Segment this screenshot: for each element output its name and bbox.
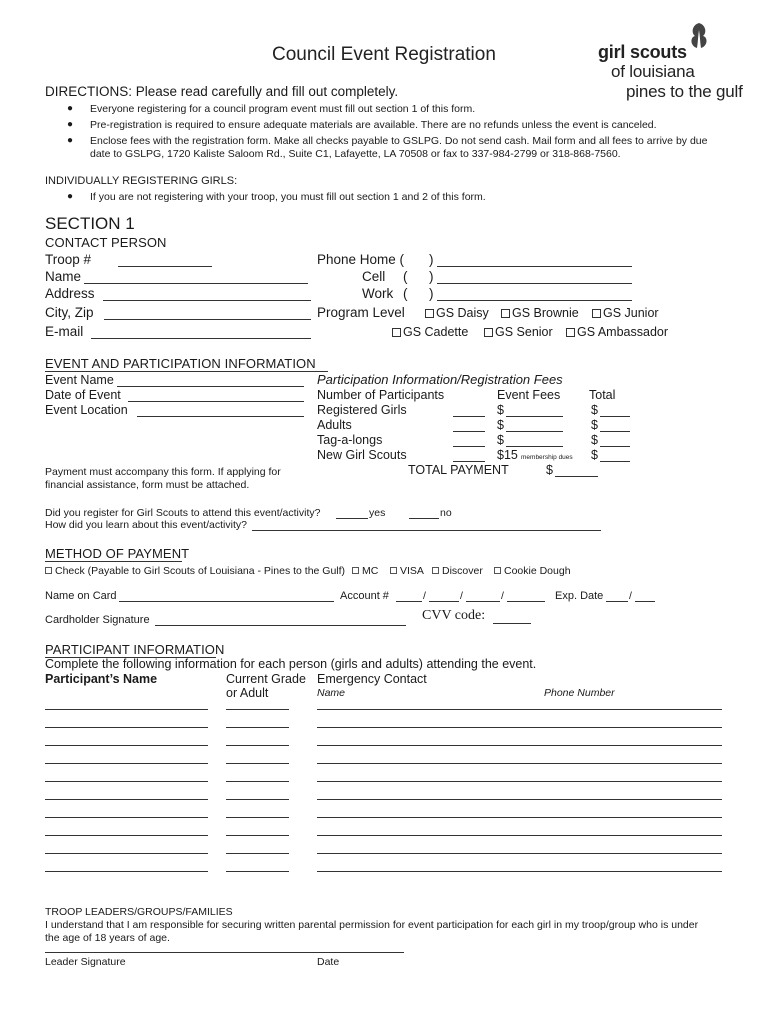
row-registered-girls: Registered Girls [317,403,407,417]
payment-heading-underline [45,561,182,562]
checkbox-icon[interactable] [484,328,493,337]
dollar-sign: $ [546,463,553,477]
dollar-sign: $ [497,433,504,447]
email-field[interactable] [91,338,311,339]
individual-heading: INDIVIDUALLY REGISTERING GIRLS: [45,175,238,187]
logo-line-2: of louisiana [611,62,695,81]
address-label: Address [45,286,95,301]
participant-name-field[interactable] [45,781,208,782]
event-name-field[interactable] [117,386,304,387]
col-grade-2: or Adult [226,686,269,700]
emergency-contact-field[interactable] [317,799,722,800]
logo-line-3: pines to the gulf [626,82,743,101]
emergency-contact-field[interactable] [317,781,722,782]
row-adults: Adults [317,418,352,432]
name-label: Name [45,269,82,284]
email-label: E-mail [45,324,84,339]
pay-mc[interactable]: MC [352,565,378,577]
row-tagalongs: Tag-a-longs [317,433,383,447]
no-field[interactable] [409,518,439,519]
participant-instructions: Complete the following information for each person (girls and adults) attending the event. [45,657,537,671]
work-paren-open: ( [403,286,408,301]
checkbox-icon[interactable] [45,567,52,574]
dollar-sign: $ [591,433,598,447]
event-name-label: Event Name [45,373,114,387]
checkbox-icon[interactable] [432,567,439,574]
checkbox-icon[interactable] [566,328,575,337]
participant-name-field[interactable] [45,817,208,818]
account-field-3[interactable] [466,601,500,602]
bullet-icon: ● [67,103,74,114]
membership-dues-note: membership dues [521,454,573,461]
payment-note-1: Payment must accompany this form. If applying for [45,466,281,478]
event-date-field[interactable] [128,401,304,402]
pay-discover[interactable]: Discover [432,565,483,577]
participant-grade-field[interactable] [226,763,289,764]
slash: / [629,590,632,602]
address-field[interactable] [103,300,311,301]
participant-name-field[interactable] [45,799,208,800]
adults-count-field[interactable] [453,431,485,432]
participant-name-field[interactable] [45,835,208,836]
troop-label: Troop # [45,252,92,267]
directions-bullet-3: Enclose fees with the registration form. Make all checks payable to GSLPG. Do not send cash. Mail form and all fees to arrive by due [90,135,708,147]
level-junior[interactable]: GS Junior [592,306,659,320]
level-senior[interactable]: GS Senior [484,325,553,339]
account-field-4[interactable] [507,601,545,602]
account-field-2[interactable] [429,601,459,602]
col-grade-1: Current Grade [226,672,306,686]
leader-signature-label: Leader Signature [45,956,126,968]
col-ec-name: Name [317,687,346,699]
event-heading: EVENT AND PARTICIPATION INFORMATION [45,356,316,371]
leaders-statement-1: I understand that I am responsible for securing written parental permission for event participation for each girl in my troop/group who is under [45,919,699,931]
girls-fee-field[interactable] [506,416,563,417]
directions-heading: DIRECTIONS: Please read carefully and fill out completely. [45,84,399,99]
checkbox-icon[interactable] [494,567,501,574]
phone-home-field[interactable] [437,266,632,267]
participant-grade-field[interactable] [226,745,289,746]
did-register-question: Did you register for Girl Scouts to attend this event/activity? [45,507,321,519]
new-gs-fee: $15 [497,448,518,462]
date-label: Date [317,956,340,968]
leaders-statement-2: the age of 18 years of age. [45,932,170,944]
emergency-contact-field[interactable] [317,745,722,746]
level-ambassador[interactable]: GS Ambassador [566,325,668,339]
total-payment-field[interactable] [555,476,598,477]
cardholder-signature-field[interactable] [155,625,406,626]
col-fees: Event Fees [497,388,561,402]
participant-grade-field[interactable] [226,853,289,854]
participant-grade-field[interactable] [226,727,289,728]
event-location-field[interactable] [137,416,304,417]
individual-bullet: If you are not registering with your troop, you must fill out section 1 and 2 of this form. [90,191,486,203]
exp-month-field[interactable] [606,601,628,602]
name-field[interactable] [84,283,308,284]
participant-grade-field[interactable] [226,835,289,836]
payment-note-2: financial assistance, form must be attached. [45,479,250,491]
level-brownie[interactable]: GS Brownie [501,306,579,320]
participant-name-field[interactable] [45,709,208,710]
participant-name-field[interactable] [45,745,208,746]
dollar-sign: $ [591,403,598,417]
checkbox-icon[interactable] [592,309,601,318]
directions-bullet-3-cont: date to GSLPG, 1720 Kaliste Saloom Rd., Suite C1, Lafayette, LA 70508 or fax to 337-984-2799 or 318-868-7560. [90,148,621,160]
col-emergency: Emergency Contact [317,672,427,686]
emergency-contact-field[interactable] [317,709,722,710]
emergency-contact-field[interactable] [317,727,722,728]
exp-year-field[interactable] [635,601,655,602]
payment-heading: METHOD OF PAYMENT [45,546,190,561]
logo-line-1: girl scouts [598,42,687,62]
yes-field[interactable] [336,518,368,519]
participant-grade-field[interactable] [226,871,289,872]
participant-heading: PARTICIPANT INFORMATION [45,642,225,657]
pay-check[interactable]: Check (Payable to Girl Scouts of Louisiana - Pines to the Gulf) [45,565,345,577]
how-learn-question: How did you learn about this event/activity? [45,519,247,531]
directions-bullet-2: Pre-registration is required to ensure adequate materials are available. There are no refunds unless the event is canceled. [90,119,657,131]
col-total: Total [589,388,616,402]
participant-name-field[interactable] [45,871,208,872]
dollar-sign: $ [591,448,598,462]
checkbox-icon[interactable] [501,309,510,318]
city-zip-label: City, Zip [45,305,94,320]
slash: / [501,590,504,602]
checkbox-icon[interactable] [392,328,401,337]
exp-date-label: Exp. Date [555,590,604,602]
participant-name-field[interactable] [45,763,208,764]
cvv-field[interactable] [493,623,531,624]
section-1-title: SECTION 1 [45,214,135,233]
name-on-card-field[interactable] [119,601,334,602]
city-zip-field[interactable] [104,319,311,320]
cardholder-signature-label: Cardholder Signature [45,614,150,626]
row-new-girl-scouts: New Girl Scouts [317,448,407,462]
tagalongs-count-field[interactable] [453,446,485,447]
adults-fee-field[interactable] [506,431,563,432]
participant-grade-field[interactable] [226,709,289,710]
pay-cookie-dough[interactable]: Cookie Dough [494,565,571,577]
newgs-count-field[interactable] [453,461,485,462]
pay-visa[interactable]: VISA [390,565,424,577]
dollar-sign: $ [497,403,504,417]
participant-grade-field[interactable] [226,799,289,800]
participation-title: Participation Information/Registration Fees [317,372,563,387]
level-cadette[interactable]: GS Cadette [392,325,468,339]
account-field-1[interactable] [396,601,422,602]
trefoil-icon [688,22,710,50]
work-field[interactable] [437,300,632,301]
participant-name-field[interactable] [45,853,208,854]
leader-signature-field[interactable] [45,952,404,953]
directions-bullet-1: Everyone registering for a council program event must fill out section 1 of this form. [90,103,476,115]
slash: / [460,590,463,602]
participant-name-field[interactable] [45,727,208,728]
program-level-label: Program Level [317,305,405,320]
participant-grade-field[interactable] [226,781,289,782]
event-heading-underline [45,371,328,372]
work-label: Work [362,286,394,301]
tagalongs-fee-field[interactable] [506,446,563,447]
total-payment-label: TOTAL PAYMENT [408,463,509,477]
dollar-sign: $ [591,418,598,432]
bullet-icon: ● [67,191,74,202]
account-label: Account # [340,590,389,602]
emergency-contact-field[interactable] [317,835,722,836]
yes-label: yes [369,507,386,519]
newgs-total-field[interactable] [600,461,630,462]
cell-paren-open: ( [403,269,408,284]
cvv-label: CVV code: [422,608,486,623]
checkbox-icon[interactable] [390,567,397,574]
bullet-icon: ● [67,135,74,146]
tagalongs-total-field[interactable] [600,446,630,447]
page-title: Council Event Registration [272,44,496,65]
girls-count-field[interactable] [453,416,485,417]
dollar-sign: $ [497,418,504,432]
emergency-contact-field[interactable] [317,817,722,818]
work-paren-close: ) [429,286,434,301]
girls-total-field[interactable] [600,416,630,417]
cell-paren-close: ) [429,269,434,284]
adults-total-field[interactable] [600,431,630,432]
troop-field[interactable] [118,266,212,267]
checkbox-icon[interactable] [425,309,434,318]
cell-label: Cell [362,269,386,284]
name-on-card-label: Name on Card [45,590,117,602]
col-participant-name: Participant’s Name [45,672,158,686]
cell-field[interactable] [437,283,632,284]
contact-person-heading: CONTACT PERSON [45,235,167,250]
emergency-contact-field[interactable] [317,853,722,854]
phone-home-paren: ) [429,252,434,267]
emergency-contact-field[interactable] [317,871,722,872]
phone-home-label: Phone Home ( [317,252,405,267]
slash: / [423,590,426,602]
bullet-icon: ● [67,119,74,130]
how-learn-field[interactable] [252,530,601,531]
col-ec-phone: Phone Number [544,687,615,699]
leaders-heading: TROOP LEADERS/GROUPS/FAMILIES [45,906,233,918]
col-number: Number of Participants [317,388,445,402]
event-location-label: Event Location [45,403,128,417]
checkbox-icon[interactable] [352,567,359,574]
participant-grade-field[interactable] [226,817,289,818]
level-daisy[interactable]: GS Daisy [425,306,489,320]
event-date-label: Date of Event [45,388,121,402]
no-label: no [440,507,452,519]
emergency-contact-field[interactable] [317,763,722,764]
